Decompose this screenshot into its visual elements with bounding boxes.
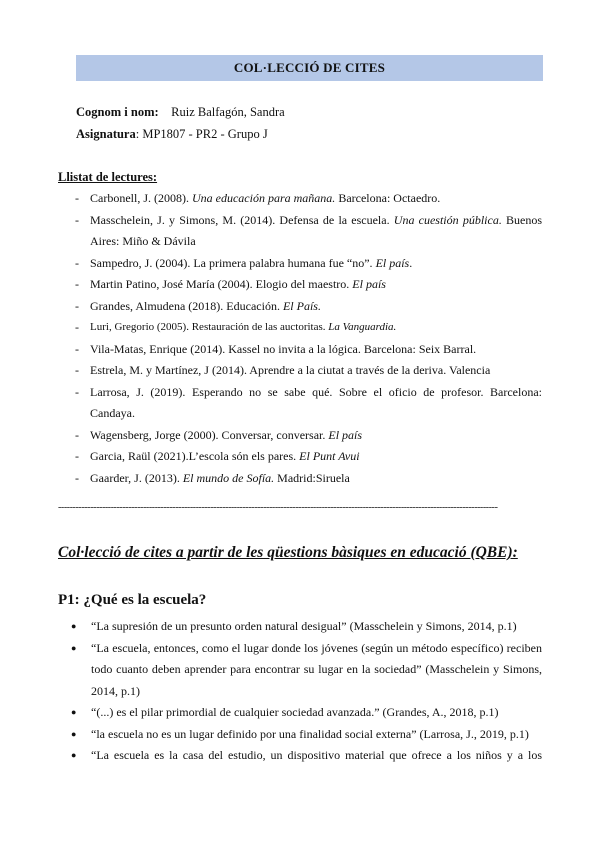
quote-item: ● “La supresión de un presunto orden natural desigual” (Masschelein y Simons, 2014, p.1): [58, 616, 542, 638]
author-value: Ruiz Balfagón, Sandra: [171, 105, 285, 119]
reading-item: - Garcia, Raül (2021).L’escola són els pares. El Punt Avui: [75, 449, 360, 463]
quote-item: ● “(...) es el pilar primordial de cualquier sociedad avanzada.” (Grandes, A., 2018, p.1): [58, 702, 542, 724]
quote-item: ● “la escuela no es un lugar definido por una finalidad social externa” (Larrosa, J., 2019, p.1): [58, 724, 542, 746]
subject-line: [76, 126, 268, 142]
author-line: Cognom i nom: Ruiz Balfagón, Sandra: [76, 105, 285, 119]
bullet-icon: ●: [71, 707, 77, 717]
reading-item: - Grandes, Almudena (2018). Educación. El País.: [75, 298, 321, 313]
bullet-icon: ●: [71, 642, 77, 653]
subject-value: : MP1807 - PR2 - Grupo J: [135, 127, 268, 141]
reading-item: - Larrosa, J. (2019). Esperando no se sabe qué. Sobre el oficio de profesor. Barcelona: Candaya.: [75, 384, 542, 420]
quote-item: ● “La escuela, entonces, como el lugar donde los jóvenes (según un método específico) reciben todo cuanto deben aprender para encontrar su lugar en la sociedad” (Masschelein y Simons, 2014, p.1): [58, 638, 542, 703]
reading-item: - Masschelein, J. y Simons, M. (2014). Defensa de la escuela. Una cuestión pública. Buenos Aires: Miño & Dávila: [75, 212, 543, 248]
quote-list: [58, 616, 542, 767]
author-label: Cognom i nom: [76, 105, 155, 119]
bullet-icon: ●: [71, 728, 77, 739]
qbe-heading: Col·lecció de cites a partir de les qüestions bàsiques en educació (QBE):: [58, 544, 518, 561]
separator-line: ------------------------------------------------------------------------------------------------------------------------------------------------------: [58, 502, 498, 513]
reading-item: - Carbonell, J. (2008). Una educación para mañana. Barcelona: Octaedro.: [75, 191, 441, 205]
reading-item: - Vila-Matas, Enrique (2014). Kassel no invita a la lógica. Barcelona: Seix Barral.: [75, 341, 477, 356]
question-p1-heading: P1: ¿Qué es la escuela?: [58, 592, 207, 608]
subject-label: Asignatura: [76, 127, 136, 141]
bullet-icon: ●: [71, 621, 77, 631]
reading-list: [58, 188, 542, 489]
reading-item: - Estrela, M. y Martínez, J (2014). Aprendre a la ciutat a través de la deriva. Valencia: [75, 363, 491, 377]
reading-item: - Sampedro, J. (2004). La primera palabra humana fue “no”. El país.: [75, 255, 413, 270]
reading-item: - Martin Patino, José María (2004). Elogio del maestro. El país: [75, 277, 386, 291]
bullet-icon: ●: [71, 750, 77, 760]
reading-item: - Luri, Gregorio (2005). Restauración de las auctoritas. La Vanguardia.: [75, 320, 397, 334]
document-title: COL·LECCIÓ DE CITES: [76, 55, 543, 81]
reading-item: - Wagensberg, Jorge (2000). Conversar, conversar. El país: [75, 427, 363, 442]
quote-item: ● “La escuela es la casa del estudio, un dispositivo material que ofrece a los niños y a los: [58, 745, 542, 767]
reading-list-heading: Llistat de lectures:: [58, 170, 158, 184]
reading-item: - Gaarder, J. (2013). El mundo de Sofía. Madrid:Siruela: [75, 470, 350, 485]
